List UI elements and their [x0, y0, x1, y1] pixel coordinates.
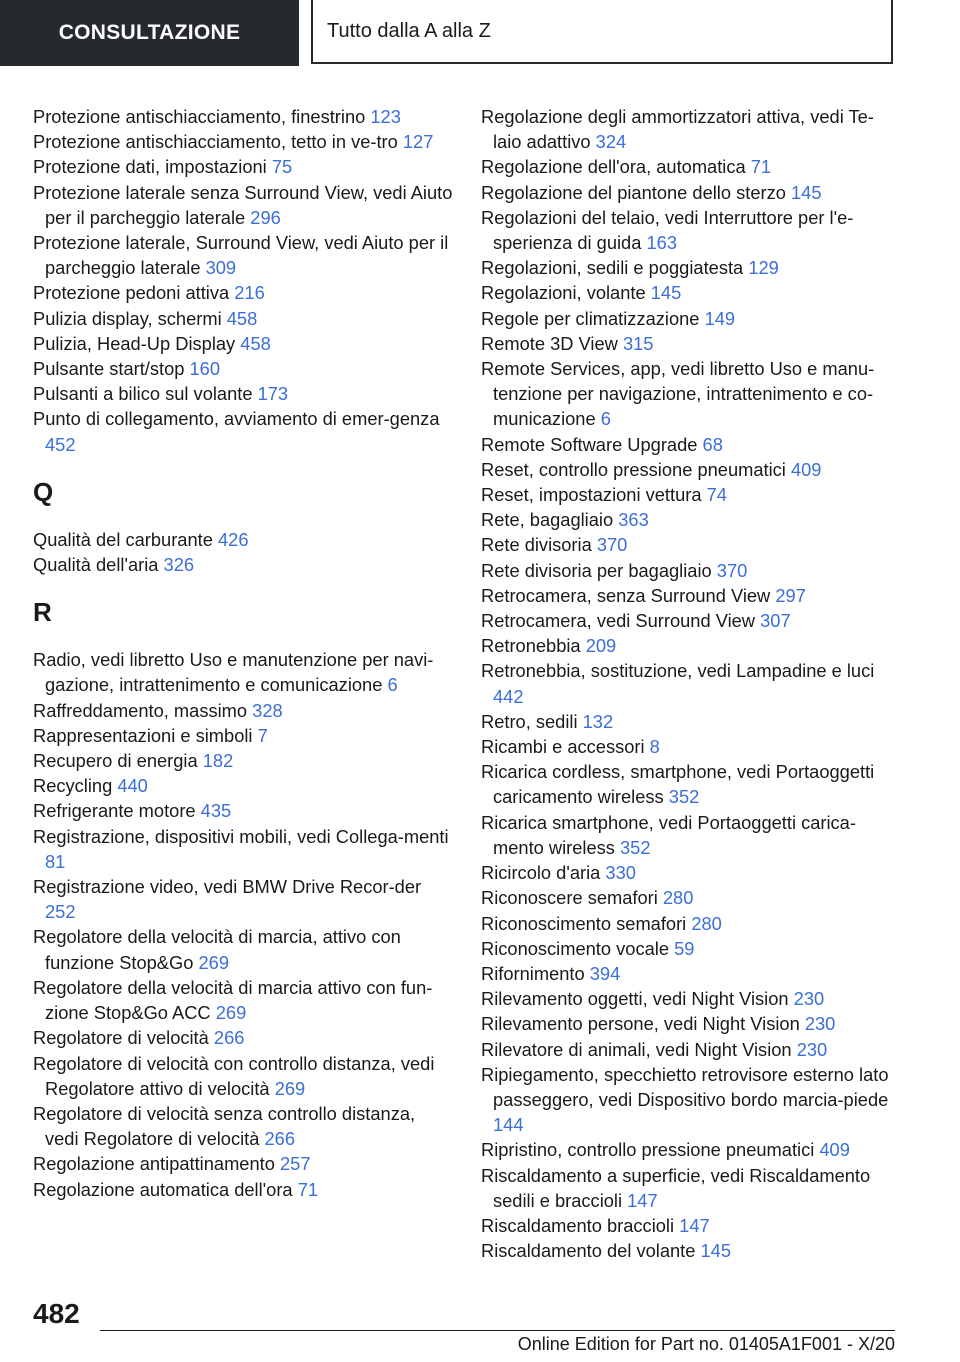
index-entry-text: Protezione laterale, Surround View, vedi Aiuto per il parcheggio laterale [33, 232, 449, 279]
page-reference-link[interactable]: 230 [804, 1013, 836, 1035]
index-entry-text: Regolazioni del telaio, vedi Interruttore per l'e-sperienza di guida [481, 206, 854, 254]
index-entry-text: Protezione antischiacciamento, tetto in ve-tro [33, 131, 398, 153]
page-reference-link[interactable]: 297 [775, 584, 806, 606]
index-entry-text: Retrocamera, senza Surround View [481, 584, 771, 606]
index-entry-text: Pulizia display, schermi [33, 307, 222, 329]
index-entry [33, 180, 453, 230]
page-reference-link[interactable]: 452 [45, 433, 76, 455]
page-reference-link[interactable]: 147 [679, 1214, 710, 1236]
index-entry-text: Ricambi e accessori [481, 736, 645, 758]
index-entry [33, 381, 453, 406]
page-reference-link[interactable]: 127 [402, 131, 434, 153]
page-reference-link[interactable]: 149 [704, 307, 736, 329]
index-entry [481, 810, 893, 860]
index-entry-text: Regolatore della velocità di marcia, attivo con funzione Stop&Go [33, 926, 401, 973]
page-reference-link[interactable]: 352 [620, 836, 651, 858]
index-entry-text: Pulsante start/stop [33, 358, 185, 380]
page-reference-link[interactable]: 370 [716, 559, 748, 581]
page-reference-link[interactable]: 145 [700, 1240, 732, 1262]
index-column-right [481, 104, 893, 1263]
page-reference-link[interactable]: 6 [600, 408, 611, 430]
page-reference-link[interactable]: 59 [674, 937, 695, 959]
index-entry [33, 527, 453, 552]
index-entry-text: Riscaldamento del volante [481, 1240, 696, 1262]
index-entry-text: Protezione laterale senza Surround View, vedi Aiuto per il parcheggio laterale [33, 181, 453, 228]
index-entry [33, 698, 453, 723]
page-reference-link[interactable]: 230 [793, 988, 825, 1010]
index-entry [33, 406, 453, 456]
index-entry [481, 583, 893, 608]
index-entry [481, 1163, 893, 1213]
page-reference-link[interactable]: 328 [252, 699, 283, 721]
page-reference-link[interactable]: 435 [200, 800, 232, 822]
page-reference-link[interactable]: 442 [493, 685, 524, 707]
footer-divider [100, 1330, 895, 1331]
page-reference-link[interactable]: 440 [117, 775, 148, 797]
index-entry-text: Ricircolo d'aria [481, 862, 601, 884]
index-entry-text: Protezione antischiacciamento, finestrino [33, 106, 366, 127]
index-entry-text: Regolazione degli ammortizzatori attiva, vedi Te-laio adattivo [481, 106, 874, 153]
page-reference-link[interactable]: 8 [649, 736, 660, 758]
page-reference-link[interactable]: 426 [217, 528, 249, 550]
index-entry [481, 104, 893, 154]
index-entry [481, 1011, 893, 1036]
section-tab: CONSULTAZIONE [0, 0, 299, 66]
index-entry [481, 180, 893, 205]
page-reference-link[interactable]: 71 [297, 1178, 319, 1200]
index-entry-text: Protezione dati, impostazioni [33, 156, 267, 178]
index-entry [33, 647, 453, 697]
page-reference-link[interactable]: 145 [650, 282, 682, 304]
index-entry [481, 432, 893, 457]
index-entry [33, 356, 453, 381]
page-reference-link[interactable]: 296 [250, 206, 281, 228]
index-entry-text: Raffreddamento, massimo [33, 699, 248, 721]
index-entry-text: Rilevamento persone, vedi Night Vision [481, 1013, 800, 1035]
index-entry [33, 798, 453, 823]
index-entry [481, 936, 893, 961]
index-entry-text: Rilevatore di animali, vedi Night Vision [481, 1038, 792, 1060]
index-entry [481, 507, 893, 532]
page-reference-link[interactable]: 409 [790, 458, 822, 480]
index-entry-text: Riconoscere semafori [481, 887, 658, 909]
index-entry-text: Regolatore di velocità con controllo distanza, vedi Regolatore attivo di velocità [33, 1052, 435, 1099]
index-entry [481, 860, 893, 885]
index-entry [33, 1177, 453, 1202]
index-entry-text: Reset, controllo pressione pneumatici [481, 458, 786, 480]
index-entry-text: Rappresentazioni e simboli [33, 724, 253, 746]
page-reference-link[interactable]: 309 [205, 257, 237, 279]
page-reference-link[interactable]: 315 [622, 332, 654, 354]
index-entry [481, 1137, 893, 1162]
index-entry-text: Rete divisoria per bagagliaio [481, 559, 712, 581]
index-entry [481, 633, 893, 658]
index-letter-heading: R [33, 597, 52, 628]
page-reference-link[interactable]: 266 [264, 1128, 296, 1150]
page-reference-link[interactable]: 266 [213, 1027, 245, 1049]
index-entry [481, 911, 893, 936]
index-entry [481, 734, 893, 759]
index-entry-text: Ripiegamento, specchietto retrovisore esterno lato passeggero, vedi Dispositivo bordo marcia-piede [481, 1063, 889, 1110]
index-entry [481, 154, 893, 179]
page-reference-link[interactable]: 458 [240, 332, 271, 354]
page-reference-link[interactable]: 269 [198, 951, 229, 973]
index-entry-text: Riconoscimento vocale [481, 937, 669, 959]
index-entry [481, 205, 893, 255]
page-reference-link[interactable]: 123 [370, 106, 401, 127]
index-entry [33, 1151, 453, 1176]
index-entry [481, 1238, 893, 1263]
index-entry [33, 824, 453, 874]
index-entry [481, 331, 893, 356]
page-reference-link[interactable]: 81 [45, 850, 66, 872]
index-entry-text: Ricarica smartphone, vedi Portaoggetti carica-mento wireless [481, 811, 856, 858]
index-entry [481, 280, 893, 305]
index-entry-text: Regolatore di velocità senza controllo distanza, vedi Regolatore di velocità [33, 1102, 416, 1150]
page-reference-link[interactable]: 182 [202, 750, 234, 772]
index-entry-text: Pulizia, Head-Up Display [33, 332, 236, 354]
index-entry [481, 255, 893, 280]
index-entry [33, 129, 453, 154]
index-entry-text: Regolazioni, sedili e poggiatesta [481, 257, 744, 279]
index-entry [33, 1101, 453, 1151]
index-entry [33, 748, 453, 773]
index-entry-text: Ripristino, controllo pressione pneumatici [481, 1139, 815, 1161]
index-entry [481, 457, 893, 482]
page-reference-link[interactable]: 145 [791, 181, 822, 203]
index-entry [481, 885, 893, 910]
index-entry [33, 1025, 453, 1050]
page-reference-link[interactable]: 132 [582, 710, 614, 732]
index-entry-text: Regolatore della velocità di marcia attivo con fun-zione Stop&Go ACC [33, 976, 433, 1024]
index-entry-text: Ricarica cordless, smartphone, vedi Portaoggetti caricamento wireless [481, 761, 875, 808]
page-reference-link[interactable]: 173 [257, 383, 289, 405]
page-reference-link[interactable]: 370 [596, 534, 628, 556]
index-entry [33, 924, 453, 974]
index-entry-text: Protezione pedoni attiva [33, 282, 230, 304]
index-entry-text: Remote 3D View [481, 332, 618, 354]
page-reference-link[interactable]: 129 [748, 257, 779, 279]
page-reference-link[interactable]: 163 [646, 232, 677, 254]
index-column-left [33, 104, 453, 1202]
page-reference-link[interactable]: 409 [819, 1139, 850, 1161]
index-entry [481, 1037, 893, 1062]
index-entry-text: Retro, sedili [481, 710, 578, 732]
chapter-title: Tutto dalla A alla Z [311, 0, 893, 64]
page-reference-link[interactable]: 144 [493, 1114, 524, 1136]
index-entry [481, 709, 893, 734]
index-entry [33, 331, 453, 356]
index-entry [481, 482, 893, 507]
index-entry-text: Regolazione automatica dell'ora [33, 1178, 293, 1200]
page-reference-link[interactable]: 257 [279, 1153, 311, 1175]
index-entry [481, 1062, 893, 1138]
page-reference-link[interactable]: 394 [589, 962, 621, 984]
index-entry [33, 230, 453, 280]
page-reference-link[interactable]: 216 [234, 282, 265, 304]
index-entry [481, 759, 893, 809]
index-entry-text: Registrazione, dispositivi mobili, vedi Collega-menti [33, 825, 449, 847]
page-reference-link[interactable]: 74 [706, 484, 727, 506]
index-entry [33, 306, 453, 331]
page-reference-link[interactable]: 280 [662, 887, 694, 909]
page-reference-link[interactable]: 7 [257, 724, 268, 746]
index-entry-text: Retrocamera, vedi Surround View [481, 610, 756, 632]
index-entry-text: Recycling [33, 775, 113, 797]
index-entry-text: Radio, vedi libretto Uso e manutenzione per navi-gazione, intrattenimento e comunicazione [33, 649, 434, 696]
index-entry-text: Rete, bagagliaio [481, 509, 614, 531]
index-entry [481, 658, 893, 708]
page-reference-link[interactable]: 330 [605, 862, 636, 884]
page-reference-link[interactable]: 252 [45, 901, 76, 923]
index-entry [481, 1213, 893, 1238]
page-reference-link[interactable]: 269 [215, 1002, 247, 1024]
index-entry [481, 986, 893, 1011]
index-entry [481, 608, 893, 633]
index-entry [33, 723, 453, 748]
page-header [0, 0, 960, 66]
index-entry-text: Remote Software Upgrade [481, 433, 698, 455]
index-entry-text: Rete divisoria [481, 534, 592, 556]
page-reference-link[interactable]: 75 [271, 156, 293, 178]
index-entry-text: Qualità del carburante [33, 528, 213, 550]
index-entry-text: Regolazione del piantone dello sterzo [481, 181, 786, 203]
index-entry-text: Qualità dell'aria [33, 554, 159, 576]
page-reference-link[interactable]: 71 [750, 156, 772, 178]
index-entry-text: Regole per climatizzazione [481, 307, 700, 329]
index-entry-text: Riscaldamento braccioli [481, 1214, 675, 1236]
index-entry-text: Registrazione video, vedi BMW Drive Recor-der [33, 876, 422, 898]
index-entry-text: Recupero di energia [33, 750, 198, 772]
index-entry [481, 356, 893, 432]
page-reference-link[interactable]: 209 [585, 635, 617, 657]
index-entry [481, 532, 893, 557]
index-entry [33, 874, 453, 924]
index-entry [33, 1051, 453, 1101]
page-reference-link[interactable]: 326 [163, 554, 195, 576]
page-reference-link[interactable]: 307 [760, 610, 791, 632]
index-entry-text: Regolazioni, volante [481, 282, 646, 304]
page-reference-link[interactable]: 363 [618, 509, 649, 531]
page-reference-link[interactable]: 269 [274, 1077, 306, 1099]
page-reference-link[interactable]: 324 [595, 131, 627, 153]
index-entry-text: Regolazione antipattinamento [33, 1153, 275, 1175]
page-reference-link[interactable]: 458 [226, 307, 258, 329]
index-letter-heading: Q [33, 476, 54, 507]
index-entry-text: Riconoscimento semafori [481, 912, 687, 934]
index-entry [33, 104, 453, 129]
index-entry-text: Regolatore di velocità [33, 1027, 209, 1049]
index-entry [481, 961, 893, 986]
index-entry-text: Rilevamento oggetti, vedi Night Vision [481, 988, 789, 1010]
index-entry [33, 773, 453, 798]
page-reference-link[interactable]: 230 [796, 1038, 828, 1060]
index-entry-text: Punto di collegamento, avviamento di emer-genza [33, 408, 440, 430]
index-entry-text: Reset, impostazioni vettura [481, 484, 702, 506]
page-reference-link[interactable]: 280 [691, 912, 722, 934]
page-reference-link[interactable]: 6 [387, 674, 398, 696]
index-entry [33, 280, 453, 305]
index-entry-text: Rifornimento [481, 962, 585, 984]
index-entry-text: Remote Services, app, vedi libretto Uso e manu-tenzione per navigazione, intrattenimento e co-municazione [481, 358, 875, 430]
index-entry-text: Riscaldamento a superficie, vedi Riscaldamento sedili e braccioli [481, 1164, 871, 1211]
index-entry [481, 558, 893, 583]
index-entry-text: Refrigerante motore [33, 800, 196, 822]
page-number: 482 [33, 1298, 80, 1329]
page-reference-link[interactable]: 147 [627, 1189, 658, 1211]
index-entry-text: Pulsanti a bilico sul volante [33, 383, 253, 405]
edition-note: Online Edition for Part no. 01405A1F001 - X/20 [517, 1334, 895, 1354]
index-entry-text: Retronebbia, sostituzione, vedi Lampadine e luci [481, 660, 875, 682]
index-entry [481, 306, 893, 331]
index-entry [33, 975, 453, 1025]
page-reference-link[interactable]: 352 [668, 786, 700, 808]
page-reference-link[interactable]: 160 [189, 358, 221, 380]
page-reference-link[interactable]: 68 [702, 433, 723, 455]
index-entry-text: Regolazione dell'ora, automatica [481, 156, 746, 178]
index-entry [33, 154, 453, 179]
index-entry-text: Retronebbia [481, 635, 581, 657]
index-entry [33, 552, 453, 577]
